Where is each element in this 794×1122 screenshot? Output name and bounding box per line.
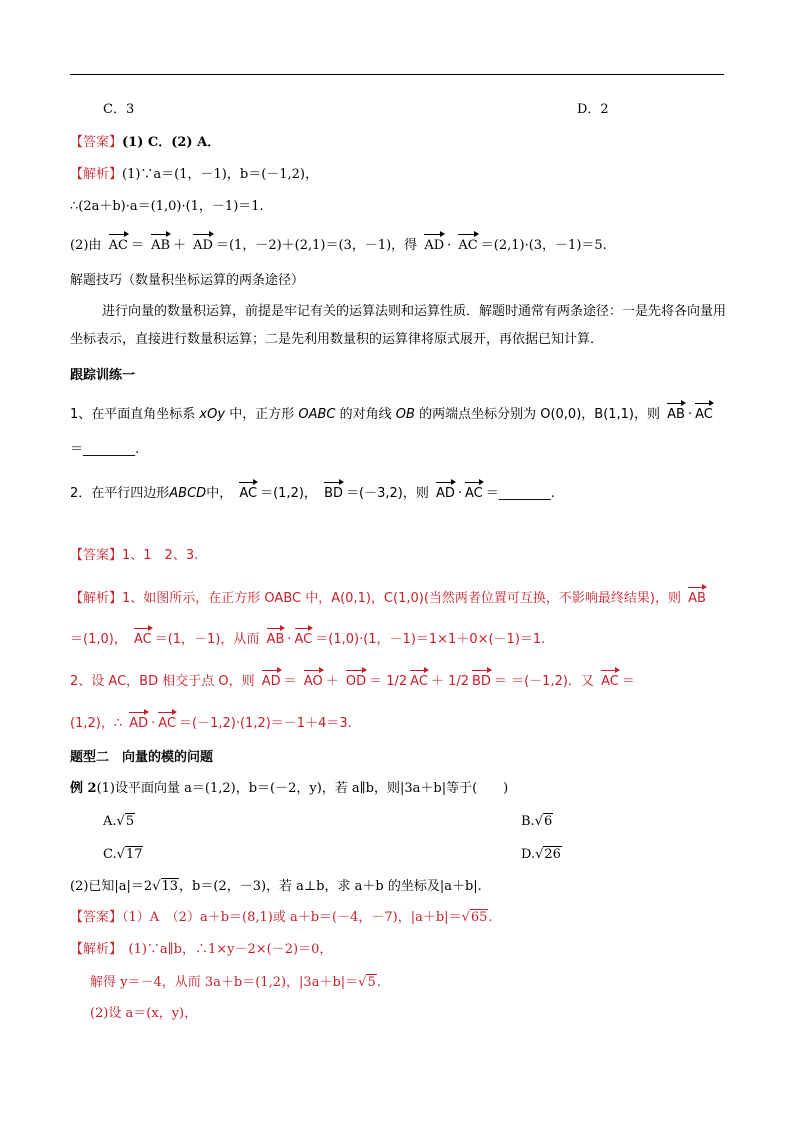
radicand: 5 [125,814,135,829]
analysis-1-line-1 [70,165,318,185]
text: (1)∵a∥b，∴1×y－2×(－2)＝0， [115,942,333,957]
text: B. [521,814,535,829]
vector-ad: AD [129,710,148,734]
analysis-1-line-3 [70,232,607,252]
vector-ac: AC [295,626,313,650]
text: ＝(1，－1)，从而 [154,632,260,647]
text: (1)设平面向量 a＝(1,2)，b＝(－2，y)，若 a∥b，则|3a＋b|等于( ) [96,781,509,796]
radicand: 26 [544,847,561,862]
text: D. [521,847,536,862]
text: · [151,716,156,731]
text: (2)已知|a|＝2 [70,879,153,894]
option-d2: D.√26 [521,847,561,862]
answer-tag: 【答案】 [70,548,123,563]
vector-ac: AC [458,232,477,256]
vector-ac: AC [601,668,619,692]
text: 1、在平面直角坐标系 [70,407,196,422]
analysis-3-line-3: (2)设 a＝(x，y)， [90,1006,198,1021]
practice-q1 [70,401,716,421]
text: xOy [199,407,226,422]
answer-text: 1、1 2、3. [122,548,199,563]
text: ABCD [169,486,207,501]
text: . [376,975,381,990]
example-2-q1 [70,779,508,799]
option-b: B.√6 [521,814,553,829]
vector-ab: AB [688,585,706,609]
answer-text: (1) C．(2) A． [122,135,221,150]
text: ＋ [430,674,444,689]
text: 的对角线 [339,407,392,422]
radicand: 65 [470,910,488,925]
text: OABC [298,407,336,422]
vector-ac: AC [410,668,428,692]
analysis-tag: 【解析】 [70,942,116,957]
text: 中， [206,486,233,501]
fraction-half: 1/2 [448,674,469,689]
answer-text: （1）A （2）a＋b＝(8,1)或 a＋b＝(－4，－7)，|a＋b|＝ [122,910,462,925]
text: A. [103,814,117,829]
option-d: D．2 [577,102,609,117]
text: ＝(－1,2)·(1,2)＝－1＋4＝3. [179,716,352,731]
text: (1,2)，∴ [70,716,123,731]
analysis-3-line-2: 解得 y＝－4，从而 3a＋b＝(1,2)，|3a＋b|＝√5. [90,975,381,990]
text: ＝(1,0)， [70,632,127,647]
vector-ab: AB [667,401,685,425]
analysis-tag: 【解析】 [70,591,123,606]
answer-2 [70,546,198,566]
vector-ac: AC [109,232,128,256]
text: ＝(－3,2)，则 [346,486,429,501]
vector-ac: AC [158,710,176,734]
practice-q1-blank: ＝________. [70,442,140,457]
vector-ao: AO [304,668,323,692]
text: (2)由 [70,238,102,253]
vector-ac: AC [695,401,713,425]
text: 2、设 AC，BD 相交于点 O，则 [70,674,255,689]
text: 解得 y＝－4，从而 3a＋b＝(1,2)，|3a＋b|＝ [90,975,359,990]
vector-ac: AC [134,626,152,650]
answer-1 [70,133,220,153]
answer-3: 【答案】（1）A （2）a＋b＝(8,1)或 a＋b＝(－4，－7)，|a＋b|＝√65. [70,910,493,925]
radicand: 17 [125,847,143,862]
text: O(0,0)，B(1,1)，则 [540,407,661,422]
text: · [457,486,463,501]
text: ＝ [283,674,297,689]
vector-bd: BD [472,668,491,692]
text: · [687,407,693,422]
vector-ad: AD [262,668,281,692]
vector-ac: AC [465,480,483,504]
tip-body: 进行向量的数量积运算，前提是牢记有关的运算法则和运算性质．解题时通常有两条途径：一是先将各向量用坐标表示，直接进行数量积运算；二是先利用数量积的运算律将原式展开，再依据已知计算． [70,304,727,347]
tip-title: 解题技巧（数量积坐标运算的两条途径） [70,273,305,288]
vector-od: OD [346,668,366,692]
text: ＝ [369,674,383,689]
practice-title: 跟踪训练一 [70,368,136,383]
vector-bd: BD [324,480,343,504]
text: 的两端点坐标分别为 [419,407,537,422]
text: · [287,632,292,647]
option-c: C．3 [103,102,135,117]
vector-ac: AC [239,480,257,504]
text: C. [103,847,117,862]
example-2-q2: (2)已知|a|＝2√13，b＝(2，－3)，若 a⊥b，求 a＋b 的坐标及|a＋b|. [70,879,482,894]
analysis-2-line-3 [70,668,635,688]
analysis-2-line-4 [70,710,352,730]
text: · [447,238,452,253]
section-title: 题型二 向量的模的问题 [70,750,214,765]
vector-ad: AD [193,232,213,256]
radicand: 13 [161,879,179,894]
vector-ab: AB [267,626,285,650]
text: ＝ [621,674,635,689]
text: ＝ [130,238,144,253]
answer-tag: 【答案】 [70,135,123,150]
text: ＝(1,0)·(1，－1)＝1×1＋0×(－1)＝1. [315,632,546,647]
text: ＋ [173,238,187,253]
header-rule [70,74,724,75]
vector-ad: AD [424,232,444,256]
analysis-1-line-2: ∴(2a＋b)·a＝(1,0)·(1，－1)＝1. [70,199,264,214]
text: ＝ [493,674,507,689]
vector-ab: AB [151,232,170,256]
option-a: A.√5 [103,814,135,829]
answer-tag: 【答案】 [70,910,123,925]
text: 2．在平行四边形 [70,486,170,501]
fraction-half: 1/2 [386,674,408,689]
analysis-text: (1)∵a＝(1，－1)，b＝(－1,2)， [122,167,319,182]
practice-q2 [70,480,555,500]
vector-ad: AD [436,480,455,504]
text: 中，正方形 [229,407,295,422]
text: ＝(1，－2)＋(2,1)＝(3，－1)，得 [215,238,418,253]
text: 1、如图所示，在正方形 OABC 中，A(0,1)，C(1,0)(当然两者位置可互换，不影响最终结果)，则 [122,591,681,606]
analysis-2-line-2 [70,626,545,646]
analysis-3-line-1 [70,940,332,960]
text: ，b＝(2，－3)，若 a⊥b，求 a＋b 的坐标及|a＋b|. [179,879,482,894]
text: ＋ [325,674,339,689]
radicand: 5 [367,975,376,990]
analysis-2-line-1 [70,585,709,605]
text: . [488,910,493,925]
text: ＝(－1,2)．又 [511,674,594,689]
analysis-tag: 【解析】 [70,167,123,182]
text: OB [395,407,415,422]
radicand: 6 [543,814,553,829]
option-c2: C.√17 [103,847,143,862]
example-label: 例 2 [70,781,97,796]
text: ＝(2,1)·(3，－1)＝5. [480,238,607,253]
text: ＝(1,2)， [260,486,317,501]
text: ＝________. [485,486,555,501]
